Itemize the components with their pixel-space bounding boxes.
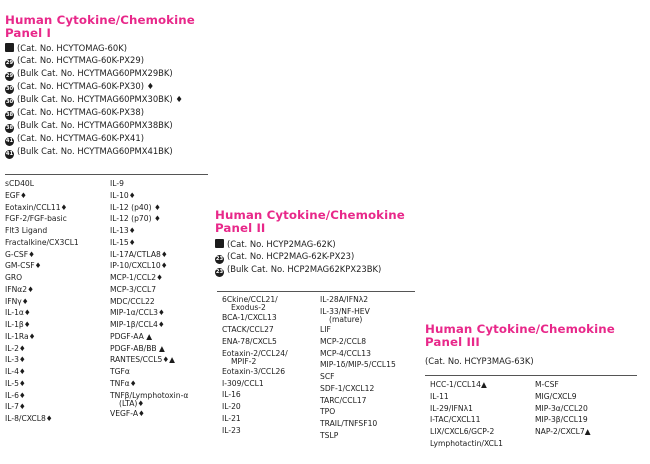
panel-2-analytes-col1	[222, 294, 288, 436]
panel-count-badge-icon: 23	[215, 255, 224, 262]
analyte-item: Eotaxin-3/CCL26	[222, 366, 286, 376]
analyte-item: IL-28A/IFNλ2	[320, 295, 369, 304]
analyte-item: MIP-3β/CCL19	[535, 415, 588, 425]
analyte-item: IL-5♦	[5, 378, 26, 388]
catalog-item	[5, 107, 195, 120]
analyte-item: TRAIL/TNFSF10	[320, 419, 378, 428]
catalog-item	[215, 251, 405, 264]
panel-1-analytes-col2	[110, 178, 188, 420]
panel-count-badge-icon	[5, 43, 14, 52]
analyte-item: IL-17A/CTLA8♦	[110, 249, 168, 259]
analyte-item: TSLP	[320, 430, 339, 440]
analyte-item: MCP-2/CCL8	[320, 336, 367, 346]
analyte-item: MCP-3/CCL7	[110, 284, 157, 294]
analyte-item: TNFβ/Lymphotoxin-α	[110, 390, 189, 400]
catalog-number: (Cat. No. HCYTMAG-60K-PX38)	[17, 106, 144, 117]
analyte-item: IL-12 (p70) ♦	[110, 214, 161, 224]
panel-3	[425, 323, 615, 368]
panel-1-divider	[5, 174, 208, 175]
catalog-number: (Cat. No. HCYTOMAG-60K)	[17, 43, 127, 53]
analyte-item: TGFα	[110, 367, 130, 376]
panel-2-divider	[217, 291, 415, 292]
panel-1	[5, 14, 195, 159]
catalog-number: (Bulk Cat. No. HCYTMAG60PMX30BK) ♦	[17, 93, 183, 104]
analyte-item: IL-2♦	[5, 343, 26, 353]
panel-3-divider	[425, 375, 637, 376]
catalog-number: (Cat. No. HCYP2MAG-62K)	[227, 239, 336, 249]
analyte-item: IL-4♦	[5, 367, 26, 376]
catalog-number: (Cat. No. HCYTMAG-60K-PX29)	[17, 54, 144, 65]
analyte-item: PDGF-AA ▲	[110, 331, 153, 341]
catalog-item	[215, 239, 405, 251]
analyte-item: MPIF-2	[231, 356, 257, 366]
analyte-item: MIP-1δ/MIP-5/CCL15	[320, 360, 396, 370]
panel-3-analytes-col2	[535, 379, 591, 438]
analyte-item: IL-3♦	[5, 355, 26, 365]
catalog-number: (Bulk Cat. No. HCYTMAG60PMX29BK)	[17, 67, 173, 78]
analyte-item: IL-23	[222, 425, 241, 435]
analyte-item: VEGF-A♦	[110, 408, 145, 418]
panel-count-badge-icon: 29	[5, 72, 14, 79]
analyte-item: GRO	[5, 273, 23, 282]
analyte-item: sCD40L	[5, 179, 34, 188]
catalog-number: (Cat. No. HCYTMAG-60K-PX41)	[17, 132, 144, 143]
catalog-item	[5, 146, 195, 159]
analyte-item: IL-1Ra♦	[5, 331, 36, 341]
catalog-number: (Cat. No. HCYTMAG-60K-PX30) ♦	[17, 80, 155, 91]
analyte-item: MIP-1α/CCL3♦	[110, 308, 165, 318]
analyte-item: IL-15♦	[110, 237, 136, 247]
analyte-item: PDGF-AB/BB ▲	[110, 343, 165, 353]
panel-count-badge-icon: 41	[5, 150, 14, 157]
analyte-item: CTACK/CCL27	[222, 325, 274, 334]
catalog-number: (Bulk Cat. No. HCYTMAG60PMX41BK)	[17, 145, 173, 156]
analyte-item: IL-20	[222, 402, 241, 411]
analyte-item: Fractalkine/CX3CL1	[5, 237, 79, 247]
analyte-item: RANTES/CCL5♦▲	[110, 355, 175, 365]
analyte-item: Eotaxin/CCL11♦	[5, 202, 68, 212]
analyte-item: IL-1β♦	[5, 320, 31, 329]
analyte-item: MIP-1β/CCL4♦	[110, 320, 165, 329]
analyte-item: IFNα2♦	[5, 284, 34, 294]
analyte-item: MIP-3α/CCL20	[535, 403, 588, 413]
analyte-item: IL-10♦	[110, 190, 136, 200]
panel-2-title: Human Cytokine/Chemokine Panel II	[215, 208, 405, 235]
analyte-item: IL-1α♦	[5, 308, 31, 318]
analyte-item: SCF	[320, 372, 335, 381]
analyte-item: Flt3 Ligand	[5, 226, 48, 235]
panel-3-title: Human Cytokine/Chemokine Panel III	[425, 322, 615, 349]
catalog-number: (Bulk Cat. No. HCYTMAG60PMX38BK)	[17, 119, 173, 130]
analyte-item: (LTA)♦	[119, 398, 145, 408]
analyte-item: IL-11	[430, 391, 449, 401]
analyte-item: Eotaxin-2/CCL24/	[222, 348, 288, 358]
analyte-item: IL-6♦	[5, 390, 26, 400]
analyte-item: MIG/CXCL9	[535, 391, 577, 401]
panel-3-catalog-number: (Cat. No. HCYP3MAG-63K)	[425, 356, 534, 366]
panel-2-catalog-list	[215, 239, 405, 277]
catalog-item	[5, 55, 195, 68]
analyte-item: IL-7♦	[5, 402, 26, 412]
analyte-item: EGF♦	[5, 190, 27, 200]
analyte-item: IL-33/NF-HEV	[320, 306, 370, 316]
analyte-item: IL-21	[222, 413, 241, 423]
analyte-item: ENA-78/CXCL5	[222, 336, 277, 346]
analyte-item: FGF-2/FGF-basic	[5, 214, 67, 224]
analyte-item: SDF-1/CXCL12	[320, 383, 375, 393]
analyte-item: TARC/CCL17	[320, 395, 367, 405]
analyte-item: TPO	[320, 407, 336, 417]
analyte-item: IL-29/IFNλ1	[430, 403, 473, 413]
analyte-item: TNFα♦	[110, 378, 137, 388]
analyte-item: Exodus-2	[231, 303, 266, 313]
panel-2	[215, 209, 405, 277]
analyte-item: BCA-1/CXCL13	[222, 313, 277, 323]
panel-count-badge-icon: 29	[5, 59, 14, 66]
panel-count-badge-icon	[215, 239, 224, 248]
panel-1-title: Human Cytokine/Chemokine Panel I	[5, 13, 195, 40]
panel-1-analytes-col1	[5, 178, 79, 425]
analyte-item: IL-12 (p40) ♦	[110, 202, 161, 212]
catalog-item	[5, 43, 195, 55]
analyte-item: IL-16	[222, 390, 241, 400]
panel-1-catalog-list	[5, 43, 195, 159]
analyte-item: (mature)	[329, 315, 363, 324]
catalog-item	[5, 94, 195, 107]
panel-count-badge-icon: 41	[5, 137, 14, 144]
catalog-number: (Cat. No. HCP2MAG-62K-PX23)	[227, 250, 355, 261]
analyte-item: MCP-4/CCL13	[320, 348, 371, 358]
analyte-item: IL-9	[110, 179, 124, 188]
analyte-item: MDC/CCL22	[110, 296, 155, 306]
panel-count-badge-icon: 30	[5, 98, 14, 105]
catalog-item	[5, 133, 195, 146]
panel-count-badge-icon: 38	[5, 124, 14, 131]
catalog-item	[215, 264, 405, 277]
analyte-item: I-309/CCL1	[222, 378, 264, 388]
analyte-item: I-TAC/CXCL11	[430, 415, 481, 425]
analyte-item: IL-13♦	[110, 226, 136, 235]
analyte-item: NAP-2/CXCL7▲	[535, 427, 591, 436]
analyte-item: IL-8/CXCL8♦	[5, 414, 53, 423]
panel-3-analytes-col1	[430, 379, 503, 450]
analyte-item: HCC-1/CCL14▲	[430, 380, 487, 389]
analyte-item: 6Ckine/CCL21/	[222, 295, 278, 304]
catalog-item	[5, 81, 195, 94]
analyte-item: M-CSF	[535, 380, 559, 389]
analyte-item: MCP-1/CCL2♦	[110, 273, 163, 282]
panel-count-badge-icon: 38	[5, 111, 14, 118]
analyte-item: IP-10/CXCL10♦	[110, 261, 168, 271]
analyte-item: GM-CSF♦	[5, 261, 42, 271]
analyte-item: Lymphotactin/XCL1	[430, 438, 503, 448]
panel-count-badge-icon: 30	[5, 85, 14, 92]
analyte-item: G-CSF♦	[5, 249, 35, 259]
analyte-item: LIF	[320, 325, 331, 334]
catalog-item	[5, 68, 195, 81]
catalog-number: (Bulk Cat. No. HCP2MAG62KPX23BK)	[227, 263, 382, 274]
catalog-item	[5, 120, 195, 133]
panel-2-analytes-col2	[320, 294, 396, 442]
analyte-item: IFNγ♦	[5, 296, 29, 306]
analyte-item: LIX/CXCL6/GCP-2	[430, 427, 495, 436]
panel-count-badge-icon: 23	[215, 268, 224, 275]
